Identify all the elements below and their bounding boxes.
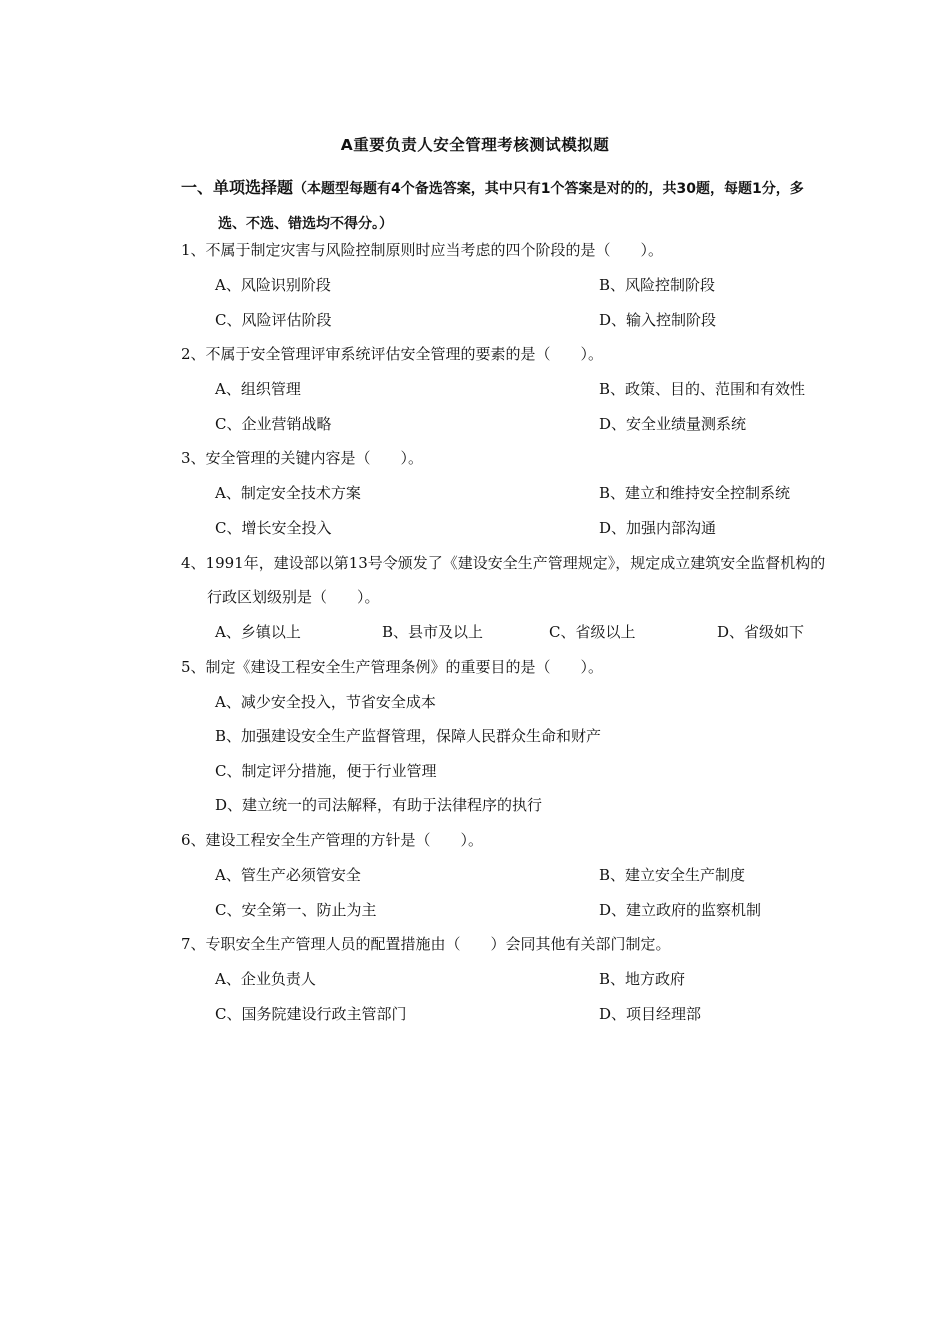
question-5-option-d: D、建立统一的司法解释，有助于法律程序的执行 [215, 796, 543, 814]
question-2-option-d: D、安全业绩量测系统 [599, 415, 747, 433]
question-6-stem: 6、建设工程安全生产管理的方针是（ ）。 [181, 831, 484, 849]
question-6-option-a: A、管生产必须管安全 [215, 866, 361, 884]
question-1-stem: 1、不属于制定灾害与风险控制原则时应当考虑的四个阶段的是（ ）。 [181, 241, 664, 259]
question-5-option-a: A、减少安全投入，节省安全成本 [215, 693, 436, 711]
question-1-option-a: A、风险识别阶段 [215, 276, 331, 294]
section-title: 一、单项选择题 [181, 178, 294, 197]
question-4-option-a: A、乡镇以上 [215, 623, 301, 641]
question-2-stem: 2、不属于安全管理评审系统评估安全管理的要素的是（ ）。 [181, 345, 604, 363]
question-2-option-a: A、组织管理 [215, 380, 301, 398]
section-heading [181, 170, 906, 242]
question-4-option-d: D、省级如下 [717, 623, 805, 641]
question-3-option-a: A、制定安全技术方案 [215, 484, 361, 502]
question-1-option-c: C、风险评估阶段 [215, 311, 332, 329]
question-5-option-b: B、加强建设安全生产监督管理，保障人民群众生命和财产 [215, 727, 602, 745]
question-2-option-c: C、企业营销战略 [215, 415, 332, 433]
question-4-option-c: C、省级以上 [549, 623, 636, 641]
question-2-option-b: B、政策、目的、范围和有效性 [599, 380, 806, 398]
question-6-option-b: B、建立安全生产制度 [599, 866, 746, 884]
question-3-stem: 3、安全管理的关键内容是（ ）。 [181, 449, 424, 467]
question-7-option-d: D、项目经理部 [599, 1005, 702, 1023]
section-instructions: （本题型每题有4个备选答案，其中只有1个答案是对的的，共30题，每题1分，多 [293, 181, 804, 197]
question-3-option-d: D、加强内部沟通 [599, 519, 717, 537]
section-instructions-cont: 选、不选、错选均不得分。） [218, 216, 393, 232]
question-3-option-b: B、建立和维持安全控制系统 [599, 484, 791, 502]
question-7-stem: 7、专职安全生产管理人员的配置措施由（ ）会同其他有关部门制定。 [181, 935, 671, 953]
question-4-stem-cont: 行政区划级别是（ ）。 [207, 588, 380, 606]
question-1-option-b: B、风险控制阶段 [599, 276, 716, 294]
question-6-option-d: D、建立政府的监察机制 [599, 901, 762, 919]
question-4-stem: 4、1991年，建设部以第13号令颁发了《建设安全生产管理规定》，规定成立建筑安全监督机构的 [181, 554, 826, 572]
question-7-option-c: C、国务院建设行政主管部门 [215, 1005, 407, 1023]
question-4-option-b: B、县市及以上 [382, 623, 484, 641]
question-7-option-a: A、企业负责人 [215, 970, 316, 988]
question-7-option-b: B、地方政府 [599, 970, 686, 988]
question-5-option-c: C、制定评分措施，便于行业管理 [215, 762, 437, 780]
question-6-option-c: C、安全第一、防止为主 [215, 901, 377, 919]
page-title: A重要负责人安全管理考核测试模拟题 [340, 136, 610, 154]
question-3-option-c: C、增长安全投入 [215, 519, 332, 537]
question-5-stem: 5、制定《建设工程安全生产管理条例》的重要目的是（ ）。 [181, 658, 604, 676]
question-1-option-d: D、输入控制阶段 [599, 311, 717, 329]
